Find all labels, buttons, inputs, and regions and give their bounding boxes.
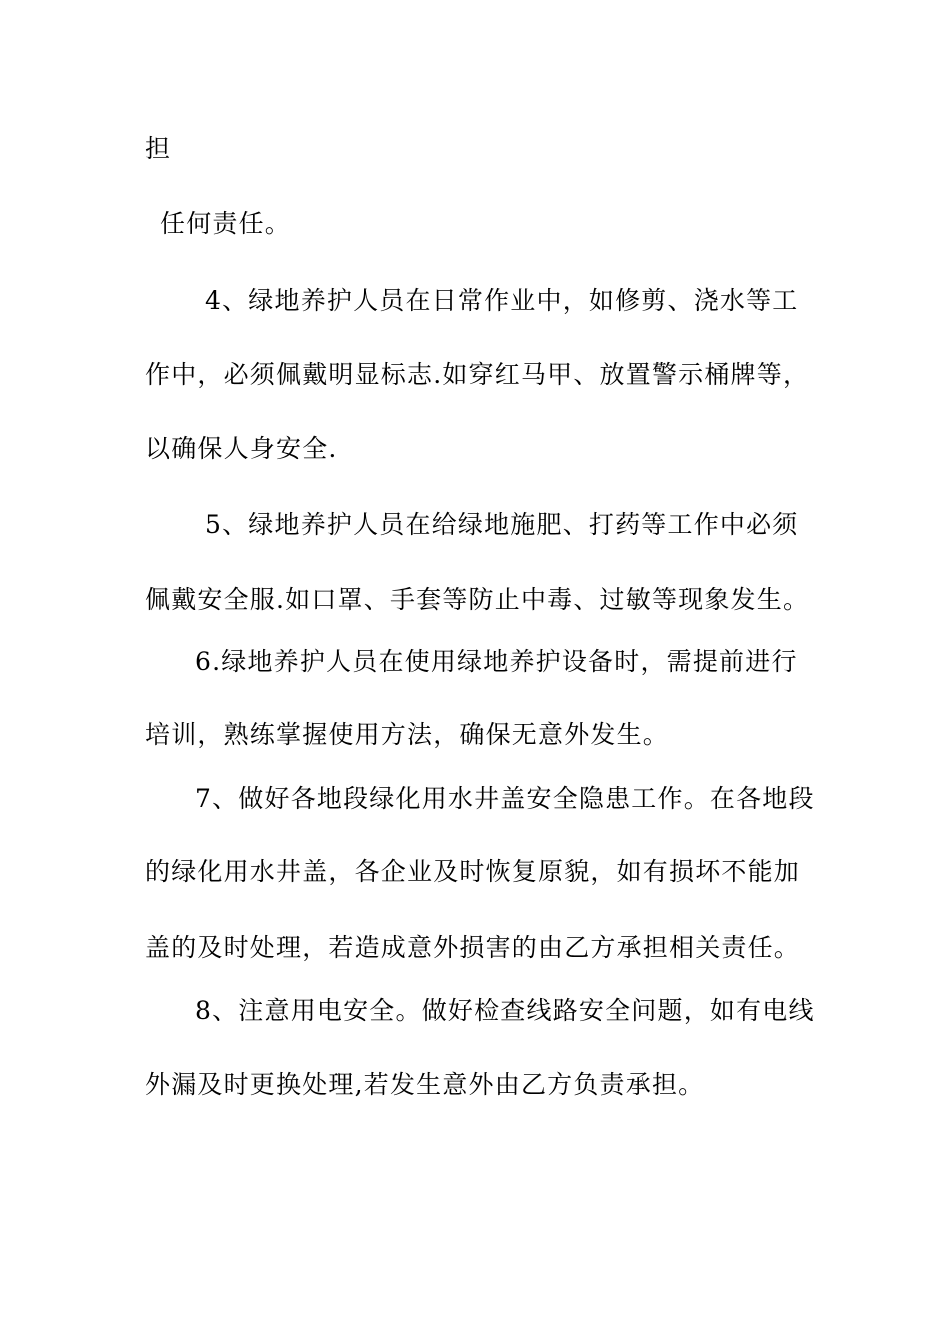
text-line-7: 佩戴安全服.如口罩、手套等防止中毒、过敏等现象发生。 bbox=[145, 585, 810, 614]
text-line-11: 的绿化用水井盖，各企业及时恢复原貌，如有损坏不能加 bbox=[145, 857, 801, 886]
text-line-5: 以确保人身安全. bbox=[145, 434, 338, 463]
text-line-3: 4、绿地养护人员在日常作业中，如修剪、浇水等工 bbox=[205, 286, 799, 315]
text-line-13: 8、注意用电安全。做好检查线路安全问题，如有电线 bbox=[195, 996, 815, 1025]
text-line-6: 5、绿地养护人员在给绿地施肥、打药等工作中必须 bbox=[205, 510, 799, 539]
text-line-10: 7、做好各地段绿化用水井盖安全隐患工作。在各地段 bbox=[195, 784, 815, 813]
text-line-1: 担 bbox=[145, 134, 172, 163]
text-line-8: 6.绿地养护人员在使用绿地养护设备时，需提前进行 bbox=[195, 647, 798, 676]
text-line-12: 盖的及时处理，若造成意外损害的由乙方承担相关责任。 bbox=[145, 933, 801, 962]
text-line-2: 任何责任。 bbox=[160, 209, 292, 238]
text-line-4: 作中，必须佩戴明显标志.如穿红马甲、放置警示桶牌等， bbox=[145, 360, 810, 389]
text-line-9: 培训，熟练掌握使用方法，确保无意外发生。 bbox=[145, 720, 670, 749]
text-line-14: 外漏及时更换处理,若发生意外由乙方负责承担。 bbox=[145, 1070, 705, 1099]
